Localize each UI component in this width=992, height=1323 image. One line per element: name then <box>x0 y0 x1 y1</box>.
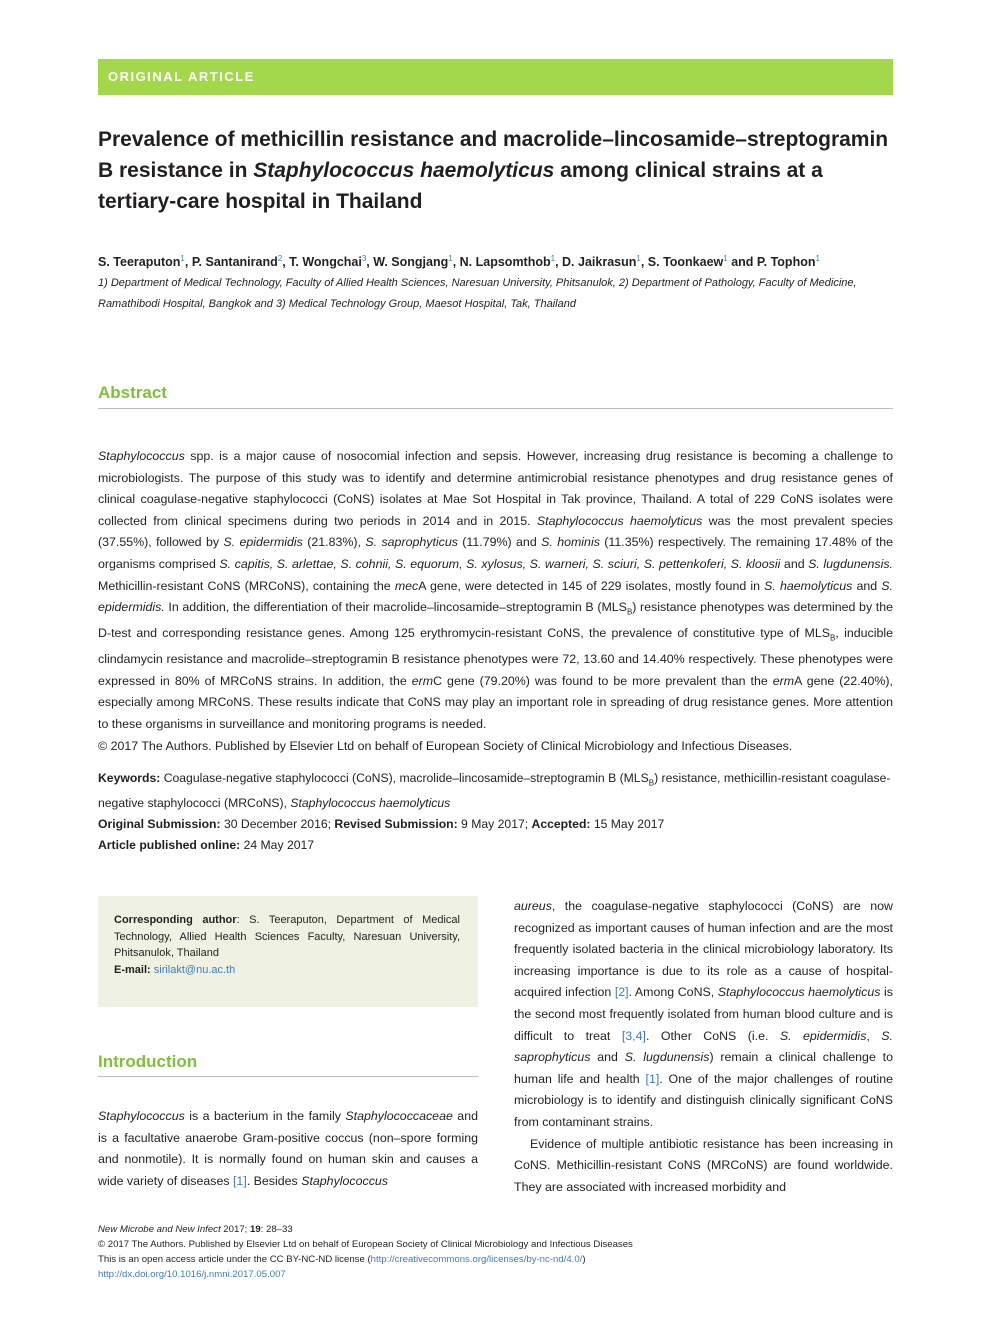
citation-link[interactable]: [1] <box>645 1071 660 1086</box>
author: P. Tophon <box>756 255 816 270</box>
affiliation-line: 1) Department of Medical Technology, Faculty of Allied Health Sciences, Naresuan University, Phitsanulok, 2) Department of Pathology, Faculty of Medicine, <box>98 277 857 289</box>
author: S. Teeraputon <box>98 255 181 270</box>
author-list: S. Teeraputon$^1$, P. Santanirand$^2$, T. Wongchai$^3$, W. Songjang$^1$, N. Lapsomthob$^1$, D. Jaikrasun$^1$, S. Toonkaew$^1$ and P. Tophon$^1$ <box>98 254 820 270</box>
license-line: This is an open access article under the CC BY-NC-ND license (http://creativecommons.org/licenses/by-nc-nd/4.0/) <box>98 1254 586 1265</box>
citation-link[interactable]: [3,4] <box>621 1028 646 1043</box>
journal-citation: New Microbe and New Infect 2017; 19: 28–33 <box>98 1224 293 1235</box>
abstract-copyright: © 2017 The Authors. Published by Elsevier Ltd on behalf of European Society of Clinical Microbiology and Infectious Diseases. <box>98 738 793 753</box>
article-type-label: ORIGINAL ARTICLE <box>108 69 255 84</box>
author: D. Jaikrasun <box>562 255 637 270</box>
affiliations <box>98 273 893 315</box>
abstract-divider <box>98 408 893 409</box>
introduction-divider <box>98 1076 478 1077</box>
author: T. Wongchai <box>289 255 362 270</box>
citation-link[interactable]: [1] <box>232 1173 247 1188</box>
citation-link[interactable]: [2] <box>614 985 629 1000</box>
footer-copyright: © 2017 The Authors. Published by Elsevier Ltd on behalf of European Society of Clinical Microbiology and Infectious Diseases <box>98 1239 633 1250</box>
corresponding-author-box <box>98 896 478 1007</box>
affiliation-line: Ramathibodi Hospital, Bangkok and 3) Medical Technology Group, Maesot Hospital, Tak, Thailand <box>98 298 576 310</box>
corresponding-author-text: Corresponding author: S. Teeraputon, Department of Medical Technology, Allied Health Sciences Faculty, Naresuan University, Phitsanulok, Thailand E-mail: sirilakt@nu.ac.th <box>114 914 460 976</box>
abstract-heading: Abstract <box>98 383 167 402</box>
intro-paragraph: Staphylococcus is a bacterium in the family Staphylococcaceae and is a facultative anaerobe Gram-positive coccus (non–spore forming and nonmotile). It is normally found on human skin and causes a wide variety of diseases [1]. Besides Staphylococcus <box>98 1109 478 1188</box>
page-footer <box>98 1222 893 1282</box>
introduction-left-column <box>98 1106 478 1192</box>
keywords-block <box>98 768 893 856</box>
published-date: Article published online: 24 May 2017 <box>98 838 315 853</box>
license-link[interactable]: http://creativecommons.org/licenses/by-nc-nd/4.0/ <box>370 1254 583 1265</box>
introduction-right-column <box>514 896 893 1198</box>
abstract-paragraph: Staphylococcus spp. is a major cause of nosocomial infection and sepsis. However, increasing drug resistance is becoming a challenge to microbiologists. The purpose of this study was to identify and determine antimicrobial resistance phenotypes and drug resistance genes of clinical coagulase-negative staphylococci (CoNS) isolates at Mae Sot Hospital in Tak province, Thailand. A total of 229 CoNS isolates were collected from clinical specimens during two periods in 2014 and in 2015. Staphylococcus haemolyticus was the most prevalent species (37.55%), followed by S. epidermidis (21.83%), S. saprophyticus (11.79%) and S. hominis (11.35%) respectively. The remaining 17.48% of the organisms comprised S. capitis, S. arlettae, S. cohnii, S. equorum, S. xylosus, S. warneri, S. sciuri, S. pettenkoferi, S. kloosii and S. lugdunensis. Methicillin-resistant CoNS (MRCoNS), containing the mecA gene, were detected in 145 of 229 isolates, mostly found in S. haemolyticus and S. epidermidis. In addition, the differentiation of their macrolide–lincosamide–streptogramin B $(MLS_B)$ resistance phenotypes was determined by the D-test and corresponding resistance genes. Among 125 erythromycin-resistant CoNS, the prevalence of constitutive type of $MLS_B$, inducible clindamycin resistance and macrolide–streptogramin B resistance phenotypes were 72, 13.60 and 14.40% respectively. These phenotypes were expressed in 80% of MRCoNS strains. In addition, the ermC gene (79.20%) was found to be more prevalent than the ermA gene (22.40%), especially among MRCoNS. These results indicate that CoNS may play an important role in spreading of drug resistance genes. More attention to these organisms in surveillance and monitoring programs is needed. <box>98 449 894 732</box>
doi-link[interactable]: http://dx.doi.org/10.1016/j.nmni.2017.05.007 <box>98 1269 286 1280</box>
author-email-link[interactable]: sirilakt@nu.ac.th <box>153 963 236 976</box>
author: W. Songjang <box>373 255 449 270</box>
article-title: Prevalence of methicillin resistance and macrolide–lincosamide–streptogramin B resistance in Staphylococcus haemolyticus among clinical strains at a tertiary-care hospital in Thailand <box>98 128 889 213</box>
intro-paragraph: Evidence of multiple antibiotic resistance has been increasing in CoNS. Methicillin-resistant CoNS (MRCoNS) are found worldwide. They are associated with increased morbidity and <box>514 1136 893 1194</box>
keywords: Keywords: Coagulase-negative staphylococci (CoNS), macrolide–lincosamide–streptogramin B $(MLS_B)$ resistance, methicillin-resistant coagulase-negative staphylococci (MRCoNS), Staphylococcus haemolyticus <box>98 771 891 811</box>
author: S. Toonkaew <box>647 255 724 270</box>
author: N. Lapsomthob <box>459 255 551 270</box>
abstract-body <box>98 446 893 757</box>
submission-dates: Original Submission: 30 December 2016; Revised Submission: 9 May 2017; Accepted: 15 May 2017 <box>98 817 665 832</box>
introduction-heading: Introduction <box>98 1052 198 1071</box>
article-type-band <box>98 59 893 95</box>
intro-paragraph: aureus, the coagulase-negative staphylococci (CoNS) are now recognized as important causes of human infection and are the most frequently isolated bacteria in the clinical microbiology laboratory. Its increasing importance is due to its role as a cause of hospital-acquired infection [2]. Among CoNS, Staphylococcus haemolyticus is the second most frequently isolated from human blood culture and is difficult to treat [3,4]. Other CoNS (i.e. S. epidermidis, S. saprophyticus and S. lugdunensis) remain a clinical challenge to human life and health [1]. One of the major challenges of routine microbiology is to identify and distinguish clinically significant CoNS from contaminant strains. <box>514 899 893 1129</box>
author: P. Santanirand <box>191 255 278 270</box>
